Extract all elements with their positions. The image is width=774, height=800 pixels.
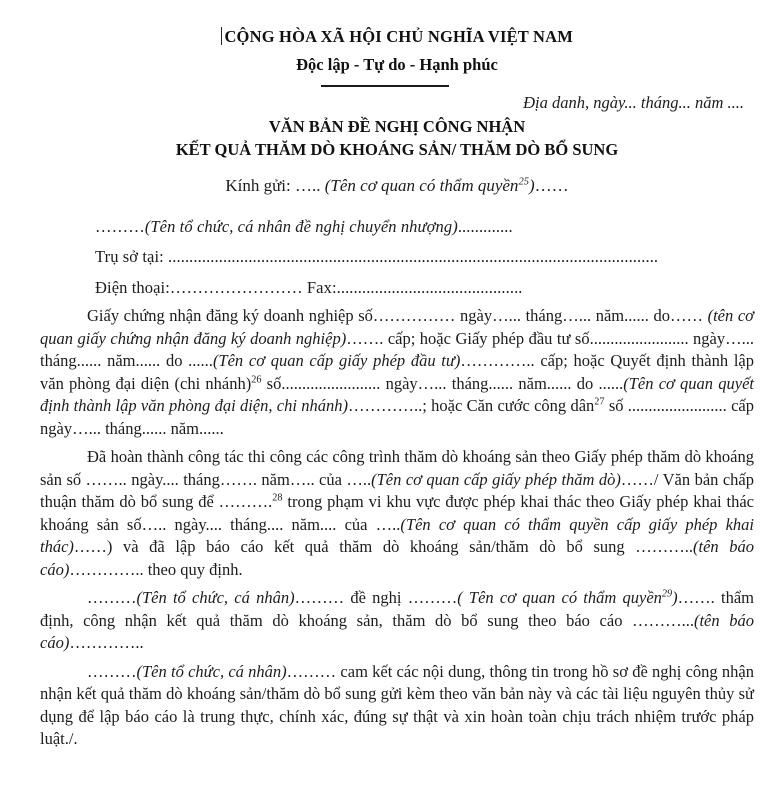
text-run: Kính gửi: ….. xyxy=(225,176,325,195)
footnote-reference: 29 xyxy=(661,588,673,600)
placeholder-text: ) xyxy=(672,588,678,607)
text-run: ……… xyxy=(87,661,137,681)
paragraph-business-registration xyxy=(40,305,754,440)
placeholder-text: (tên báo cáo) xyxy=(40,610,754,652)
document-title-line1: VĂN BẢN ĐỀ NGHỊ CÔNG NHẬN xyxy=(268,117,526,136)
phone-fax-line xyxy=(40,277,754,300)
text-run: ………….. cấp; hoặc Quyết định thành lập văn phòng đại diện (chi nhánh) xyxy=(40,351,754,393)
paragraph-commitment xyxy=(40,661,754,751)
text-run: ……. cấp; hoặc Giấy phép đầu tư số........................ ngày…... tháng...... năm...... do ...... xyxy=(40,328,755,370)
placeholder-text: (Tên cơ quan cấp giấy phép đầu tư) xyxy=(212,351,461,370)
text-run: ……… đề nghị ……… xyxy=(294,588,458,607)
text-cursor xyxy=(221,27,223,45)
recipient-line xyxy=(40,175,754,198)
placeholder-text: (Tên cơ quan có thẩm quyền xyxy=(324,176,519,195)
motto: Độc lập - Tự do - Hạnh phúc xyxy=(296,55,498,74)
text-run: …………..; hoặc Căn cước công dân xyxy=(348,396,595,415)
text-run: ............. xyxy=(457,216,513,236)
document-title-line2: KẾT QUẢ THĂM DÒ KHOÁNG SẢN/ THĂM DÒ BỔ SUNG xyxy=(175,140,619,159)
footnote-reference: 25 xyxy=(518,176,529,188)
paragraph-recognition-request xyxy=(40,587,754,655)
paragraph-exploration-completion xyxy=(40,446,754,581)
text-run: trong phạm vi khu vực được phép khai thác theo Giấy phép khai thác khoáng sản số….. ngày.... tháng.... năm.... của ….. xyxy=(40,492,754,534)
text-run: ……) và đã lập báo cáo kết quả thăm dò khoáng sản/thăm dò bổ sung ……….. xyxy=(73,537,693,556)
text-run: ……… xyxy=(87,588,137,607)
text-run: Trụ sở tại: .................................................................................................................... xyxy=(95,247,659,266)
text-run: số........................ ngày…... tháng...... năm...... do ...... xyxy=(261,373,624,393)
text-run: ………….. xyxy=(69,633,144,652)
address-line xyxy=(40,246,754,269)
text-run: Điện thoại:…………………… Fax:............................................ xyxy=(95,277,523,297)
text-run: Giấy chứng nhận đăng ký doanh nghiệp số…………… ngày…... tháng…... năm...... do…… xyxy=(87,306,708,325)
national-title xyxy=(40,26,754,48)
organization-line xyxy=(40,216,754,239)
text-run: …… xyxy=(534,176,569,195)
footnote-reference: 28 xyxy=(272,492,283,504)
text-run: ………….. theo quy định. xyxy=(69,559,243,579)
text-run: ……/ Văn bản chấp thuận thăm dò bổ sung để ………. xyxy=(40,469,754,511)
text-run: ……… cam kết các nội dung, thông tin trong hồ sơ đề nghị công nhận nhận kết quả thăm dò khoáng sản/thăm dò bổ sung gửi kèm theo văn bản này và các tài liệu nguyên thủy sử dụng để lập báo cáo là trung thực, chính xác, đúng sự thật và xin hoàn toàn chịu trách nhiệm trước pháp luật./. xyxy=(40,661,754,748)
placeholder-text: (tên báo cáo) xyxy=(40,537,755,579)
header-divider-line xyxy=(321,85,449,87)
placeholder-text: (Tên tổ chức, cá nhân) xyxy=(136,661,287,681)
placeholder-text: ( Tên cơ quan có thẩm quyền xyxy=(457,588,662,607)
placeholder-text: (tên cơ quan giấy chứng nhận đăng ký doanh nghiệp) xyxy=(40,306,754,348)
placeholder-text: (Tên cơ quan quyết định thành lập văn phòng đại diện, chi nhánh) xyxy=(40,373,755,415)
text-run: số ........................ cấp ngày…... tháng...... năm...... xyxy=(40,396,754,438)
placeholder-text: (Tên cơ quan có thẩm quyền cấp giấy phép khai thác) xyxy=(40,514,754,556)
placeholder-text: (Tên cơ quan cấp giấy phép thăm dò) xyxy=(371,469,621,489)
place-date-line: Địa danh, ngày... tháng... năm .... xyxy=(523,93,744,112)
footnote-reference: 27 xyxy=(594,396,605,408)
footnote-reference: 26 xyxy=(251,374,262,385)
text-run: Đã hoàn thành công tác thi công các công trình thăm dò khoáng sản theo Giấy phép thăm dò khoáng sản số …….. ngày.... tháng……. năm….. của ….. xyxy=(40,447,754,489)
national-title-text: CỘNG HÒA XÃ HỘI CHỦ NGHĨA VIỆT NAM xyxy=(224,27,574,46)
text-run: ……. thẩm định, công nhận kết quả thăm dò khoáng sản, thăm dò bổ sung theo báo cáo ………... xyxy=(40,588,754,630)
placeholder-text: (Tên tổ chức, cá nhân đề nghị chuyển nhượng) xyxy=(144,216,458,236)
placeholder-text: ) xyxy=(528,176,535,195)
placeholder-text: (Tên tổ chức, cá nhân) xyxy=(136,588,295,607)
text-run: ……… xyxy=(95,216,145,236)
